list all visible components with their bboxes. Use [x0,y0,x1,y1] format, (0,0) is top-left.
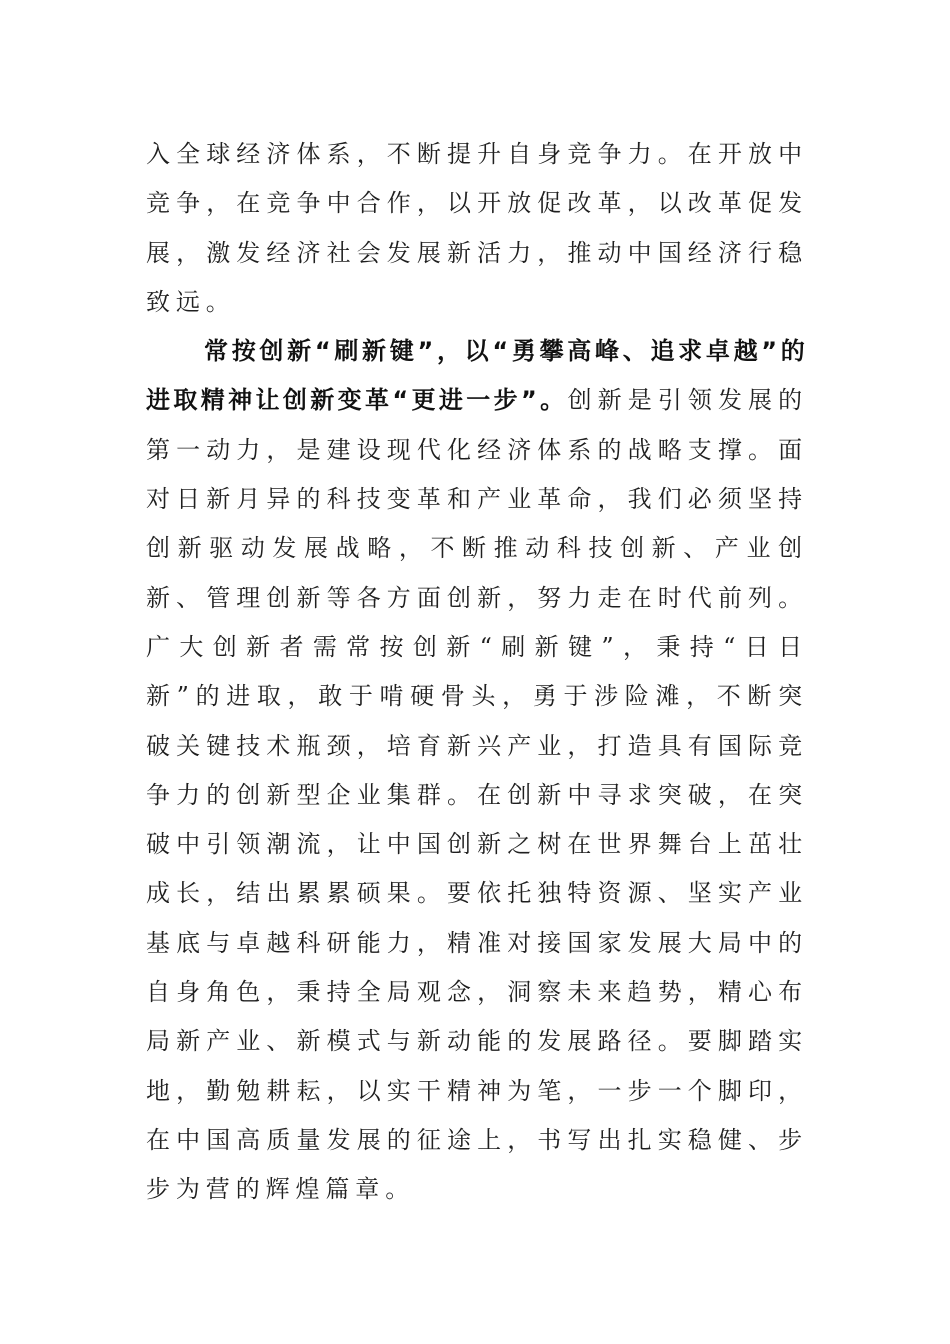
document-body [146,130,808,1215]
paragraph-innovation [146,327,808,1214]
paragraph-body: 创新是引领发展的第一动力，是建设现代化经济体系的战略支撑。面对日新月异的科技变革和产业革命，我们必须坚持创新驱动发展战略，不断推动科技创新、产业创新、管理创新等各方面创新，努力走在时代前列。广大创新者需常按创新“刷新键”，秉持“日日新”的进取，敢于啃硬骨头，勇于涉险滩，不断突破关键技术瓶颈，培育新兴产业，打造具有国际竞争力的创新型企业集群。在创新中寻求突破，在突破中引领潮流，让中国创新之树在世界舞台上茁壮成长，结出累累硕果。要依托独特资源、坚实产业基底与卓越科研能力，精准对接国家发展大局中的自身角色，秉持全局观念，洞察未来趋势，精心布局新产业、新模式与新动能的发展路径。要脚踏实地，勤勉耕耘，以实干精神为笔，一步一个脚印，在中国高质量发展的征途上，书写出扎实稳健、步步为营的辉煌篇章。 [146,386,808,1204]
paragraph-heading: 常按创新“刷新键”，以“勇攀高峰、追求卓越”的进取精神让创新变革“更进一步”。 [146,337,808,415]
paragraph-continuation: 入全球经济体系，不断提升自身竞争力。在开放中竞争，在竞争中合作，以开放促改革，以改革促发展，激发经济社会发展新活力，推动中国经济行稳致远。 [146,140,808,316]
